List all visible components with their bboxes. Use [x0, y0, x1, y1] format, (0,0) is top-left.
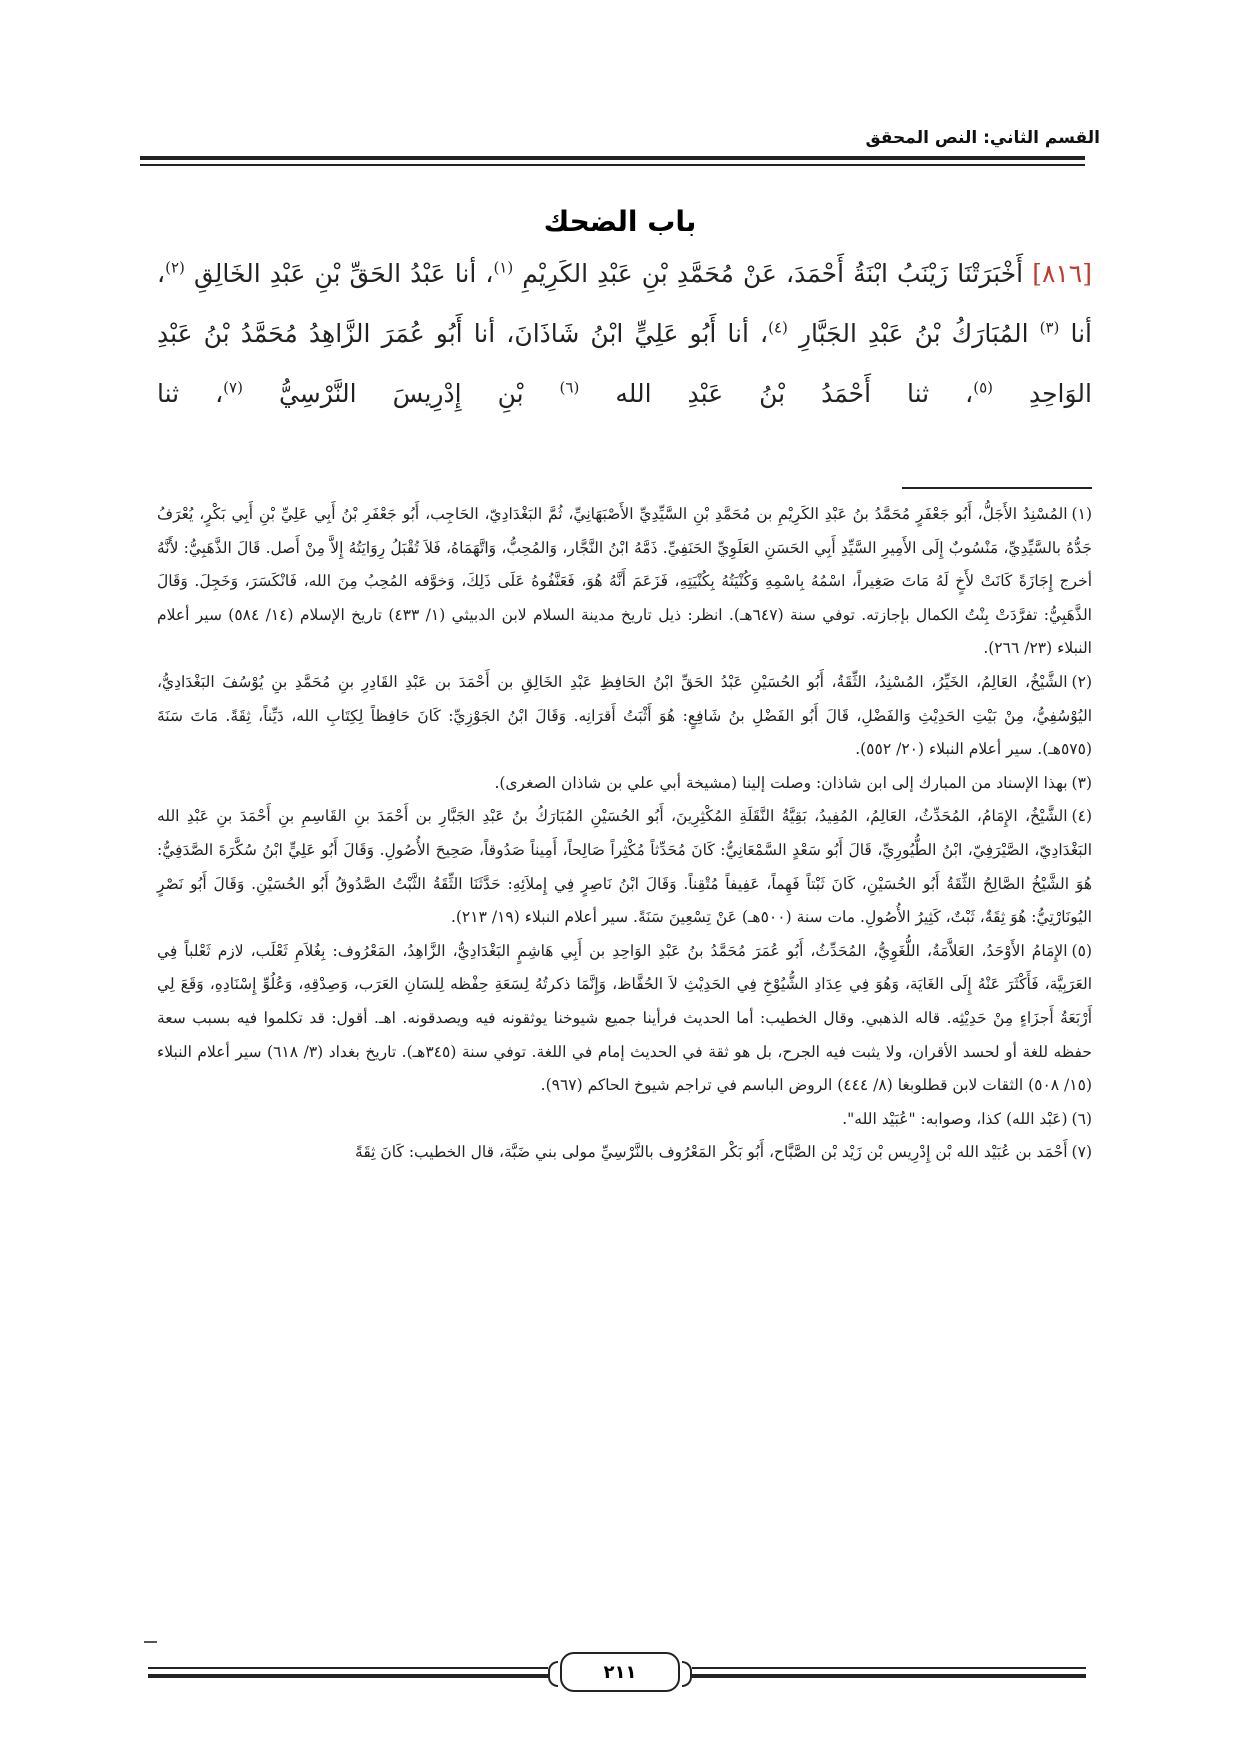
footnote-5 [157, 935, 1092, 1103]
footnote-1 [157, 498, 1092, 666]
hadith-part: ، ثنا [157, 379, 224, 408]
continuation-dash [144, 1641, 157, 1643]
footer-rule-thin [692, 1667, 1086, 1669]
hadith-part: المُبَارَكُ بْنُ عَبْدِ الجَبَّارِ [798, 319, 1029, 348]
footnote-text: الشَّيْخُ، العَالِمُ، الخَيِّرُ، المُسْنِدُ، الثِّقَةُ، أَبُو الحُسَيْنِ عَبْدُ الحَقِّ ابْنُ الحَافِظِ عَبْدِ الخَالِقِ بن أَحْمَدَ بن عَبْدِ القَادِرِ بنِ مُحَمَّدِ بنِ يُوْسُفَ البَغْدَادِيُّ، اليُوْسُفِيُّ، مِنْ بَيْتِ الحَدِيْثِ وَالفَضْلِ، قَالَ أَبُو الفَضْلِ بنُ شَافِعٍ: هُوَ أَثْبَتُ أَقرَانِه. وَقَالَ ابْنُ الجَوْزِيِّ: كَانَ حَافِظاً لِكِتَابِ الله، دَيِّناً، ثِقَةً. مَاتَ سَنَةَ (٥٧٥هـ). سير أعلام النبلاء (٢٠/ ٥٥٢). [157, 672, 1092, 759]
footnote-text: الإِمَامُ الأَوْحَدُ، العَلاَّمَةُ، اللُّغَوِيُّ، المُحَدِّثُ، أَبُو عُمَرَ مُحَمَّدُ بنُ عَبْدِ الوَاحِدِ بن أَبِي هَاشِمٍ البَغْدَادِيُّ، الزَّاهِدُ، المَعْرُوف: بِغُلاَمِ ثَعْلَب، لازم ثَعْلباً فِي العَرَبِيَّة، فَأَكْثَرَ عَنْهُ إِلَى الغَايَة، وَهُوَ فِي عِدَادِ الشُّيُوْخِ فِي الحَدِيْثِ لاَ الحُفَّاظ، وَإِنَّمَا ذكرتُهُ لِسَعَةِ حِفْظه لِلسَانِ العَرَب، وَصِدْقِهِ، وَعُلُوِّ إِسْنَادِهِ، وَقَعَ لِي أَرْبَعَةُ أَجزَاءٍ مِنْ حَدِيْثِه. قاله الذهبي. وقال الخطيب: أما الحديث فرأينا جميع شيوخنا يوثقونه فيه ويصدقونه. اهـ. أقول: قد تكلموا فيه بسبب سعة حفظه للغة أو لحسد الأقران، ولا يثبت فيه الجرح، بل هو ثقة في الحديث إمام في اللغة. توفي سنة (٣٤٥هـ). تاريخ بغداد (٣/ ٦١٨) سير أعلام النبلاء (١٥/ ٥٠٨) الثقات لابن قطلوبغا (٨/ ٤٤٤) الروض الباسم في تراجم شيوخ الحاكم (٩٦٧). [157, 941, 1092, 1095]
hadith-number: [٨١٦] [1032, 259, 1093, 288]
footnote-separator [902, 487, 1092, 489]
footnote-3 [157, 767, 1092, 801]
footnote-number: (٢) [1071, 672, 1092, 691]
footnote-text: الشَّيْخُ، الإِمَامُ، المُحَدِّثُ، العَالِمُ، المُفِيدُ، بَقِيَّةُ النَّقَلَةِ المُكْثِرِينَ، أَبُو الحُسَيْنِ المُبَارَكُ بنُ عَبْدِ الجَبَّارِ بن أَحْمَدَ بنِ القَاسِمِ بنِ أَحْمَدَ بنِ عَبْدِ الله البَغْدَادِيّ، الصَّيْرَفِيّ، ابْنُ الطُّيُورِيِّ، قَالَ أَبُو سَعْدٍ السَّمْعَانِيُّ: كَانَ مُحَدِّثاً مُكْثِراً صَالِحاً، أَمِيناً صَدُوقاً، صَحِيحَ الأُصُولِ. وَقَالَ أَبُو عَلِيٍّ ابْنُ سُكَّرَةَ الصَّدَفِيُّ: هُوَ الشَّيْخُ الصَّالِحُ الثِّقَةُ أَبُو الحُسَيْنِ، كَانَ ثَبْتاً فَهِماً، عَفِيفاً مُتْقِناً. وَقَالَ ابْنُ نَاصِرٍ فِي إِملاَئِهِ: حَدَّثَنَا الثِّقَةُ الثَّبْتُ الصَّدُوقُ أَبُو الحُسَيْنِ. وَقَالَ أَبُو نَصْرٍ اليُونَارْتِيُّ: هُوَ ثِقَةٌ، ثَبْتٌ، كَثِيرُ الأُصُولِ. مات سنة (٥٠٠هـ) عَنْ تِسْعِينَ سَنَةً. سير أعلام النبلاء (١٩/ ٢١٣). [157, 807, 1092, 927]
footnote-2 [157, 666, 1092, 767]
footnote-ref[interactable]: (٦) [559, 378, 580, 397]
footnote-number: (٥) [1071, 941, 1092, 960]
footnote-ref[interactable]: (٤) [768, 318, 788, 337]
footer-rule-thick [692, 1674, 1086, 1678]
running-header: القسم الثاني: النص المحقق [865, 128, 1100, 148]
footnote-text: المُسْنِدُ الأَجَلُّ، أَبُو جَعْفَرٍ مُحَمَّدُ بنُ عَبْدِ الكَرِيْمِ بن مُحَمَّدِ بْنِ السَّيِّدِيِّ الأَصْبَهَانِيِّ، ثُمَّ البَغْدَادِيّ، الحَاجِب، أَبُو جَعْفَرِ بْنُ أَبِي عَلِيِّ بْنِ أَبِي بَكْرٍ، يُعْرَفُ جَدُّهُ بالسَّيِّدِيِّ، مَنْسُوبٌ إِلَى الأَمِيرِ السَّيِّدِ أَبِي الحَسَنِ العَلَوِيِّ الحَنَفِيِّ. ذَمَّهُ ابْنُ النَّجَّار، وَالمُحِبُّ، وَاتَّهَمَاهُ، فَلاَ تُقْبَلُ رِوَايَتُهُ إِلاَّ مِنْ أَصل. قَالَ الذَّهَبِيُّ: لأَنَّهُ أخرج إِجَازَةً كَانَتْ لأَخٍ لَهُ مَاتَ صَغِيراً، اسْمُهُ بِاسْمِهِ وَكُنْيَتُهُ بِكُنْيَتِهِ، فَزَعَمَ أَنَّهُ هُوَ، فَعَنَّفُوهُ عَلَى ذَلِكَ، وَخوَّفه المُحِبُ مِنَ الله، فَانْكَسَرَ، وَخَجِلَ. وَقَالَ الذَّهَبِيُّ: تفرَّدَتْ بِنْتُ الكمال بإجازته. توفي سنة (٦٤٧هـ). انظر: ذيل تاريخ مدينة السلام لابن الدبيثي (١/ ٤٣٣) تاريخ الإسلام (١٤/ ٥٨٤) سير أعلام النبلاء (٢٣/ ٢٦٦). [157, 505, 1092, 658]
footnote-ref[interactable]: (٢) [165, 258, 185, 277]
footnote-number: (٣) [1071, 773, 1092, 792]
page-number [560, 1652, 680, 1692]
footnote-text: بهذا الإسناد من المبارك إلى ابن شاذان: وصلت إلينا (مشيخة أبي علي بن شاذان الصغرى). [494, 773, 1068, 792]
footnote-6 [157, 1103, 1092, 1137]
header-rule-thick [140, 156, 1085, 160]
page-number-text: ٢١١ [603, 1661, 637, 1683]
hadith-part: ، ثنا أَحْمَدُ بْنُ عَبْدِ الله [615, 379, 974, 408]
hadith-part: بْنِ إِدْرِيسَ النَّرْسِيُّ [278, 379, 524, 408]
hadith-text [157, 244, 1092, 424]
footnote-ref[interactable]: (٥) [973, 378, 993, 397]
footnote-ref[interactable]: (٧) [223, 378, 243, 397]
hadith-part: ، أنا أَبُو عَلِيٍّ ابْنُ شَاذَانَ، أنا أَبُو عُمَرَ الزَّاهِدُ مُحَمَّدُ بْنُ عَبْدِ الوَاحِدِ [157, 319, 1092, 408]
hadith-part: ، أنا [157, 259, 1092, 348]
footnotes-section [157, 498, 1092, 1170]
footnote-text: (عَبْد الله) كذا، وصوابه: "عُبَيْد الله". [842, 1109, 1068, 1128]
header-rule-thin [140, 164, 1085, 166]
footnote-number: (١) [1071, 505, 1092, 523]
footer-rule-thick [148, 1674, 548, 1678]
footer-rule-thin [148, 1667, 548, 1669]
hadith-part: أَخْبَرَتْنَا زَيْنَبُ ابْنَةُ أَحْمَدَ، عَنْ مُحَمَّدِ بْنِ عَبْدِ الكَرِيْمِ [522, 259, 1024, 288]
chapter-title: باب الضحك [543, 205, 697, 238]
footnote-number: (٤) [1071, 807, 1092, 826]
footnote-number: (٦) [1071, 1109, 1092, 1128]
footnote-ref[interactable]: (٣) [1039, 318, 1060, 337]
footnote-ref[interactable]: (١) [493, 258, 514, 277]
hadith-part: ، أنا عَبْدُ الحَقِّ بْنِ عَبْدِ الخَالِقِ [193, 259, 494, 288]
footnote-7 [157, 1136, 1092, 1170]
footnote-text: أَحْمَد بن عُبَيْد الله بْن إِدْرِيس بْن زَيْد بْن الصَّبَّاح، أَبُو بَكْر المَعْرُوف بالنَّرْسِيِّ مولى بني ضَبَّة، قال الخطيب: كَانَ ثِقَةً [355, 1143, 1068, 1162]
footnote-number: (٧) [1071, 1143, 1092, 1162]
footnote-4 [157, 800, 1092, 934]
